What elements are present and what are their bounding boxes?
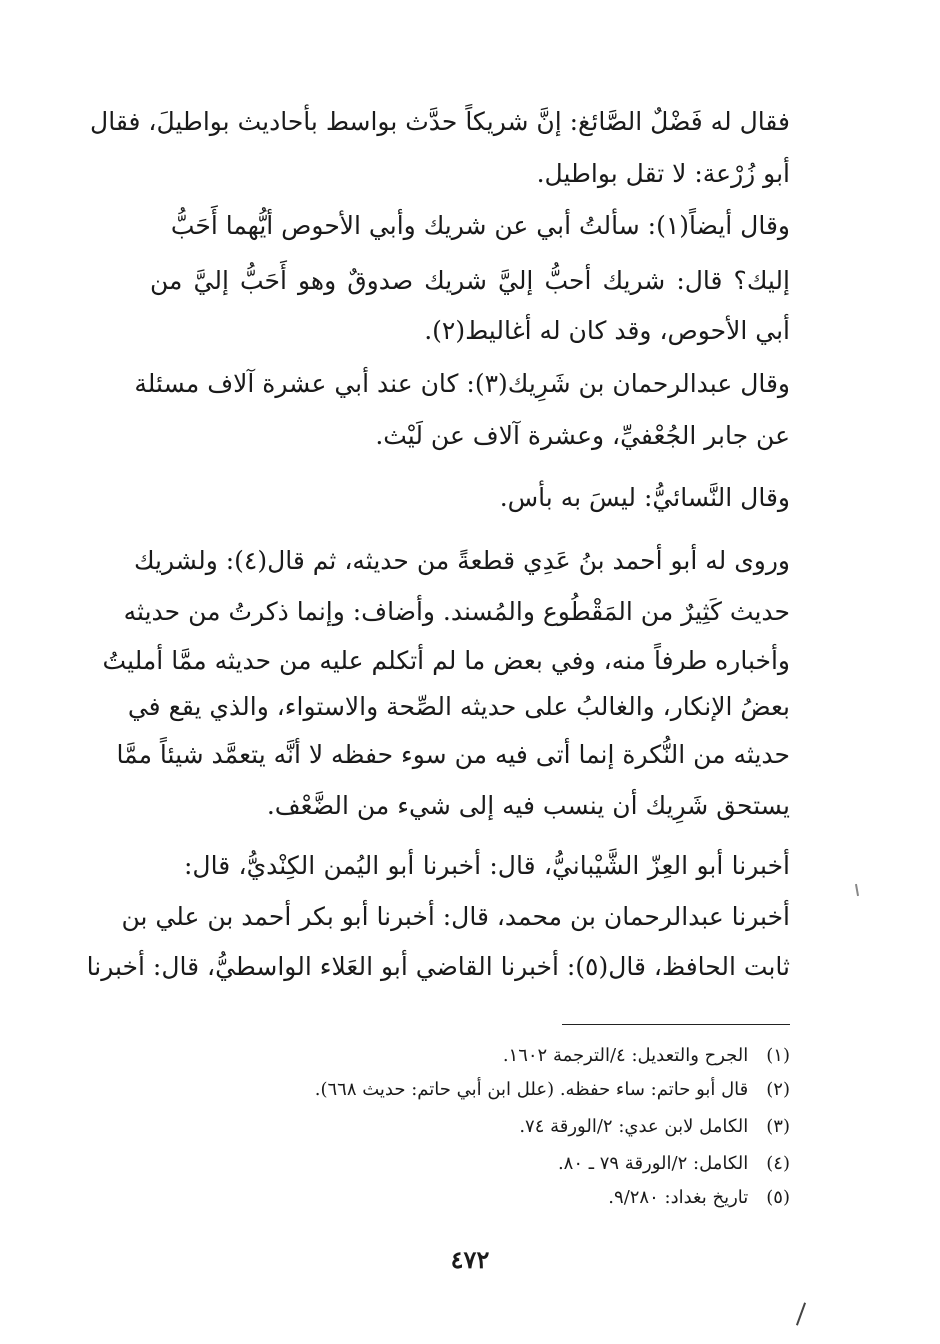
footnote [150, 1042, 790, 1070]
footnote-text: الجرح والتعديل: ٤/الترجمة ١٦٠٢. [502, 1045, 749, 1066]
footnote-number: (٥) [766, 1187, 790, 1208]
text-line: وقال النَّسائيُّ: ليسَ به بأس. [499, 483, 790, 512]
footnote [150, 1184, 790, 1212]
text-line: وأخباره طرفاً منه، وفي بعض ما لم أتكلم عليه من حديثه ممَّا أمليتُ [102, 646, 790, 675]
text-line: وقال عبدالرحمان بن شَرِيك(٣): كان عند أبي عشرة آلاف مسئلة [134, 369, 790, 398]
footnote-text: تاريخ بغداد: ٩/٢٨٠. [608, 1187, 749, 1208]
footnote [150, 1113, 790, 1141]
footnote-text: قال أبو حاتم: ساء حفظه. (علل ابن أبي حاتم: حديث ٦٦٨). [314, 1079, 749, 1100]
text-line: فقال له فَضْلٌ الصَّائغ: إنَّ شريكاً حدَّث بواسط بأحاديث بواطيلَ، فقال [90, 107, 790, 136]
footnote [150, 1150, 790, 1178]
text-line: حديث كَثِيرٌ من المَقْطُوع والمُسند. وأضاف: وإنما ذكرتُ من حديثه [123, 597, 790, 626]
text-line: أبي الأحوص، وقد كان له أغاليط(٢). [424, 316, 790, 345]
footnote-text: الكامل: ٢/الورقة ٧٩ ـ ٨٠. [557, 1153, 749, 1174]
footnote-text: الكامل لابن عدي: ٢/الورقة ٧٤. [519, 1116, 749, 1137]
footnote [150, 1076, 790, 1104]
text-line: ثابت الحافظ، قال(٥): أخبرنا القاضي أبو العَلاء الواسطيُّ، قال: أخبرنا [86, 952, 790, 981]
page-number: ٤٧٢ [450, 1245, 490, 1274]
text-line: حديثه من النُّكرة إنما أتى فيه من سوء حفظه لا أنَّه يتعمَّد شيئاً ممَّا [116, 740, 790, 769]
text-line: أخبرنا عبدالرحمان بن محمد، قال: أخبرنا أبو بكر أحمد بن علي بن [121, 902, 790, 931]
scan-mark [855, 884, 859, 896]
text-line: أبو زُرْعة: لا تقل بواطيل. [536, 159, 790, 188]
text-line: بعضُ الإنكار، والغالبُ على حديثه الصِّحة والاستواء، والذي يقع في [127, 692, 790, 721]
text-line: وقال أيضاً(١): سألتُ أبي عن شريك وأبي الأحوص أيُّهما أَحَبُّ [170, 211, 790, 240]
text-line: أخبرنا أبو العِزّ الشَّيْبانيُّ، قال: أخبرنا أبو اليُمن الكِنْديُّ، قال: [184, 851, 790, 880]
footnote-number: (١) [766, 1045, 790, 1066]
text-line: عن جابر الجُعْفيِّ، وعشرة آلاف عن لَيْث. [375, 421, 790, 450]
footnote-number: (٤) [766, 1153, 790, 1174]
footnote-separator [562, 1024, 790, 1025]
text-line: وروى له أبو أحمد بنُ عَدِي قطعةً من حديثه، ثم قال(٤): ولشريك [133, 546, 790, 575]
footnote-number: (٣) [766, 1116, 790, 1137]
scan-mark [796, 1302, 806, 1325]
footnote-number: (٢) [766, 1079, 790, 1100]
text-line: إليك؟ قال: شريك أحبُّ إليَّ شريك صدوقٌ وهو أَحَبُّ إليَّ من [150, 266, 790, 295]
text-line: يستحق شَرِيك أن ينسب فيه إلى شيء من الضَّعْف. [266, 791, 790, 820]
